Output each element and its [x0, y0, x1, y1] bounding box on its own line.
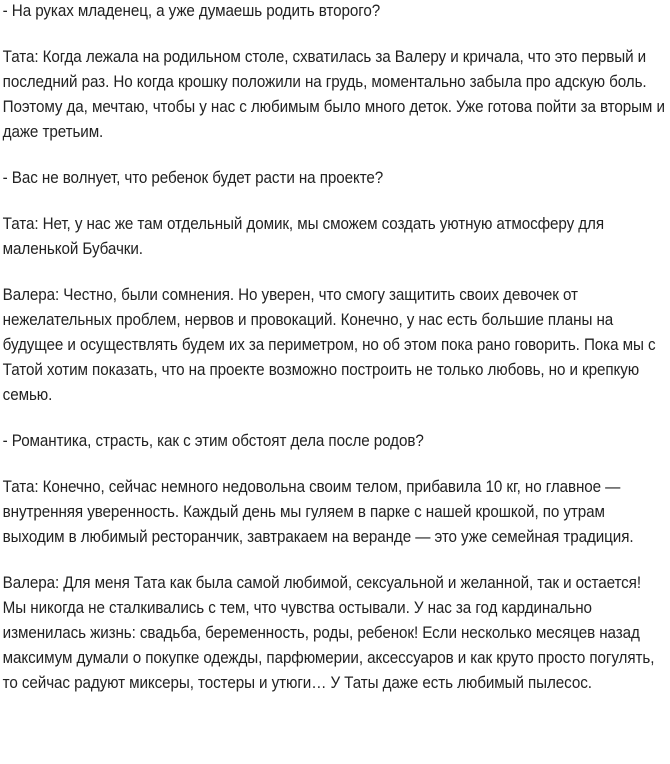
answer-paragraph: Валера: Для меня Тата как была самой любимой, сексуальной и желанной, так и остается! Мы никогда не сталкивались с тем, что чувства остывали. У нас за год кардинально изменилась жизнь: свадьба, беременность, роды, ребенок! Если несколько месяцев назад максимум думали о покупке одежды, парфюмерии, аксессуаров и как круто просто погулять, то сейчас радуют миксеры, тостеры и утюги… У Таты даже есть любимый пылесос. [2, 573, 655, 692]
answer-paragraph: Валера: Честно, были сомнения. Но уверен, что смогу защитить своих девочек от нежелательных проблем, нервов и провокаций. Конечно, у нас есть большие планы на будущее и осуществлять будем их за периметром, но об этом пока рано говорить. Пока мы с Татой хотим показать, что на проекте возможно построить не только любовь, но и крепкую семью. [2, 285, 656, 404]
answer-paragraph: Тата: Нет, у нас же там отдельный домик, мы сможем создать уютную атмосферу для маленькой Бубачки. [2, 214, 604, 258]
question-paragraph: - Вас не волнует, что ребенок будет расти на проекте? [2, 168, 384, 187]
answer-paragraph: Тата: Когда лежала на родильном столе, схватилась за Валеру и кричала, что это первый и последний раз. Но когда крошку положили на грудь, моментально забыла про адскую боль. Поэтому да, мечтаю, чтобы у нас с любимым было много деток. Уже готова пойти за вторым и даже третьим. [2, 47, 665, 141]
question-paragraph: - Романтика, страсть, как с этим обстоят дела после родов? [2, 431, 424, 450]
question-paragraph: - На руках младенец, а уже думаешь родить второго? [2, 1, 381, 20]
answer-paragraph: Тата: Конечно, сейчас немного недовольна своим телом, прибавила 10 кг, но главное — внутренняя уверенность. Каждый день мы гуляем в парке с нашей крошкой, по утрам выходим в любимый ресторанчик, завтракаем на веранде — это уже семейная традиция. [2, 477, 634, 546]
